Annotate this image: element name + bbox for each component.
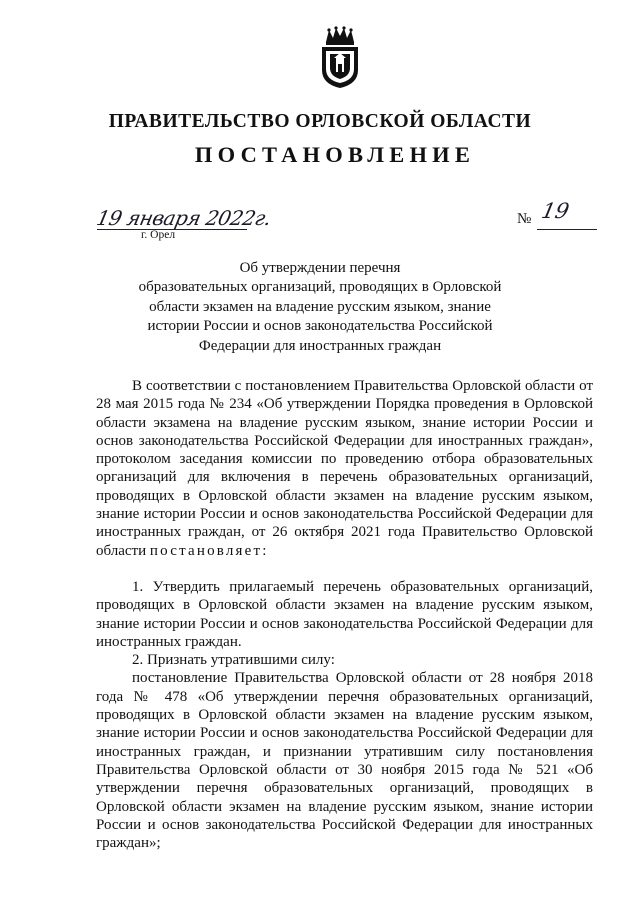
handwritten-date: 19 января 2022г. (94, 206, 274, 230)
subject-line: области экзамен на владение русским языком, знание (149, 298, 491, 315)
document-body (96, 377, 593, 852)
document-type-title: ПОСТАНОВЛЕНИЕ (194, 142, 476, 167)
subject-line: истории России и основ законодательства Российской (147, 318, 493, 335)
city-label: г. Орел (141, 229, 176, 241)
number-underline (537, 229, 597, 230)
preamble-paragraph (96, 377, 593, 560)
subject-line: Федерации для иностранных граждан (198, 337, 442, 354)
decree-keyword: постановляет: (149, 542, 269, 559)
orel-coat-of-arms-icon (318, 26, 362, 90)
handwritten-number: 19 (539, 199, 572, 223)
clause-2: 2. Признать утратившими силу: (132, 652, 335, 669)
document-subject (100, 259, 540, 356)
clause-2-item: постановление Правительства Орловской области от 28 ноября 2018 года № 478 «Об утверждении перечня образовательных организаций, проводящих в Орловской области экзамен на владение русским языком, знание истории России и основ законодательства Российской Федерации для иностранных граждан, и признании утратившим силу постановления Правительства Орловской области от 30 ноября 2015 года № 521 «Об утверждении перечня образовательных организаций, проводящих в Орловской области экзамен на владение русским языком, знание истории России и основ законодательства Российской Федерации для иностранных граждан»; (96, 670, 593, 852)
preamble-text: В соответствии с постановлением Правительства Орловской области от 28 мая 2015 года № 234 «Об утверждении Порядка проведения в Орловской области экзамена на владение русским языком, знание истории России и основ законодательства Российской Федерации для иностранных граждан», протоколом заседания комиссии по проведению отбора образовательных организаций для включения в перечень образовательных организаций, проводящих в Орловской области экзамен на владение русским языком, знание истории России и основ законодательства Российской Федерации для иностранных граждан, от 26 октября 2021 года Правительство Орловской области (96, 378, 593, 559)
clause-1: 1. Утвердить прилагаемый перечень образовательных организаций, проводящих в Орловской области экзамен на владение русским языком, знание истории России и основ законодательства Российской Федерации для иностранных граждан. (96, 578, 593, 650)
date-field (94, 206, 274, 236)
number-label: № (517, 211, 532, 227)
government-title: ПРАВИТЕЛЬСТВО ОРЛОВСКОЙ ОБЛАСТИ (108, 111, 532, 132)
subject-line: образовательных организаций, проводящих в Орловской (138, 279, 502, 296)
subject-line: Об утверждении перечня (239, 260, 401, 276)
